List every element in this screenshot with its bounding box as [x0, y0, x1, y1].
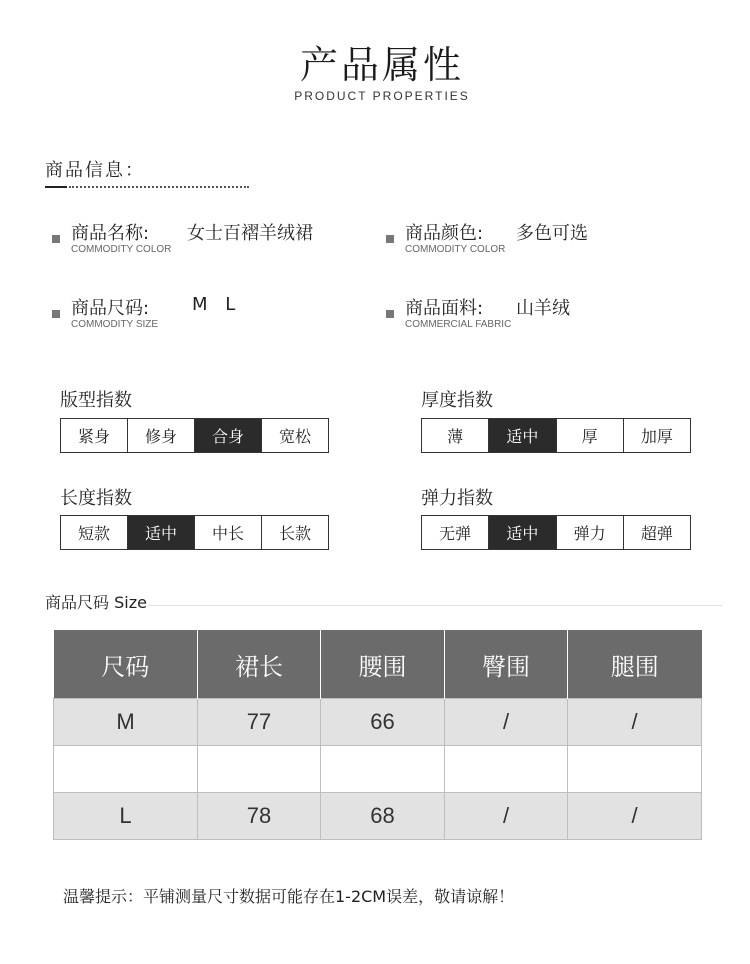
attr-fabric	[386, 294, 706, 338]
table-cell	[321, 746, 445, 793]
fit-index-title: 版型指数	[60, 390, 132, 411]
thickness-option: 厚	[556, 419, 623, 452]
table-cell: /	[568, 793, 702, 840]
attr-color	[386, 219, 706, 263]
fit-option: 宽松	[261, 419, 328, 452]
attr-value: 山羊绒	[516, 298, 570, 319]
fit-option-selected: 合身	[194, 419, 261, 452]
table-cell: 66	[321, 699, 445, 746]
table-cell	[568, 746, 702, 793]
size-heading-rule	[148, 605, 722, 606]
elasticity-index-title: 弹力指数	[421, 488, 493, 509]
size-table	[53, 630, 702, 840]
length-option: 长款	[261, 516, 328, 549]
column-header: 尺码	[54, 630, 198, 699]
table-cell	[54, 746, 198, 793]
column-header: 裙长	[198, 630, 321, 699]
table-cell	[198, 746, 321, 793]
attr-size	[52, 294, 372, 338]
table-cell: /	[568, 699, 702, 746]
table-row	[54, 746, 702, 793]
measurement-note: 温馨提示：平铺测量尺寸数据可能存在1-2CM误差，敬请谅解！	[63, 887, 515, 906]
table-cell: L	[54, 793, 198, 840]
thickness-option: 薄	[447, 427, 464, 446]
elasticity-option: 弹力	[556, 516, 623, 549]
underline-solid	[45, 186, 67, 188]
square-bullet-icon	[52, 310, 60, 318]
attr-value: M L	[192, 294, 242, 315]
table-cell: 68	[321, 793, 445, 840]
attr-sublabel: COMMERCIAL FABRIC	[405, 319, 512, 330]
table-cell: /	[445, 699, 568, 746]
heading-underline	[45, 186, 249, 188]
column-header: 腰围	[321, 630, 445, 699]
underline-dotted	[69, 186, 249, 188]
attr-sublabel: COMMODITY COLOR	[71, 244, 172, 255]
thickness-option: 加厚	[623, 419, 690, 452]
table-header-row	[54, 630, 702, 699]
attr-sublabel: COMMODITY SIZE	[71, 319, 159, 330]
square-bullet-icon	[386, 310, 394, 318]
length-option: 短款	[77, 524, 110, 543]
fit-option: 修身	[127, 419, 194, 452]
fit-option: 紧身	[77, 427, 110, 446]
page-title: 产品属性	[299, 43, 464, 87]
attr-value: 女士百褶羊绒裙	[187, 223, 313, 244]
column-header: 臀围	[445, 630, 568, 699]
table-row	[54, 699, 702, 746]
elasticity-index-selector	[421, 515, 691, 550]
elasticity-option: 超弹	[623, 516, 690, 549]
square-bullet-icon	[52, 235, 60, 243]
table-cell: /	[445, 793, 568, 840]
attr-label: 商品尺码:	[71, 298, 150, 319]
table-cell: M	[54, 699, 198, 746]
fit-index-selector	[60, 418, 329, 453]
attr-value: 多色可选	[516, 223, 588, 244]
column-header: 腿围	[568, 630, 702, 699]
length-index-title: 长度指数	[60, 488, 132, 509]
thickness-index-title: 厚度指数	[421, 390, 493, 411]
square-bullet-icon	[386, 235, 394, 243]
elasticity-option: 无弹	[439, 524, 472, 543]
table-row	[54, 793, 702, 840]
attr-label: 商品颜色:	[405, 223, 484, 244]
page-subtitle: PRODUCT PROPERTIES	[294, 89, 470, 103]
thickness-option-selected: 适中	[488, 419, 555, 452]
info-heading: 商品信息：	[45, 160, 145, 181]
size-table-heading: 商品尺码 Size	[45, 593, 147, 612]
length-index-selector	[60, 515, 329, 550]
table-cell	[445, 746, 568, 793]
length-option-selected: 适中	[127, 516, 194, 549]
table-cell: 78	[198, 793, 321, 840]
table-cell: 77	[198, 699, 321, 746]
attr-label: 商品名称:	[71, 223, 150, 244]
attr-label: 商品面料:	[405, 298, 484, 319]
thickness-index-selector	[421, 418, 691, 453]
elasticity-option-selected: 适中	[488, 516, 555, 549]
attr-name	[52, 219, 372, 263]
length-option: 中长	[194, 516, 261, 549]
attr-sublabel: COMMODITY COLOR	[405, 244, 506, 255]
